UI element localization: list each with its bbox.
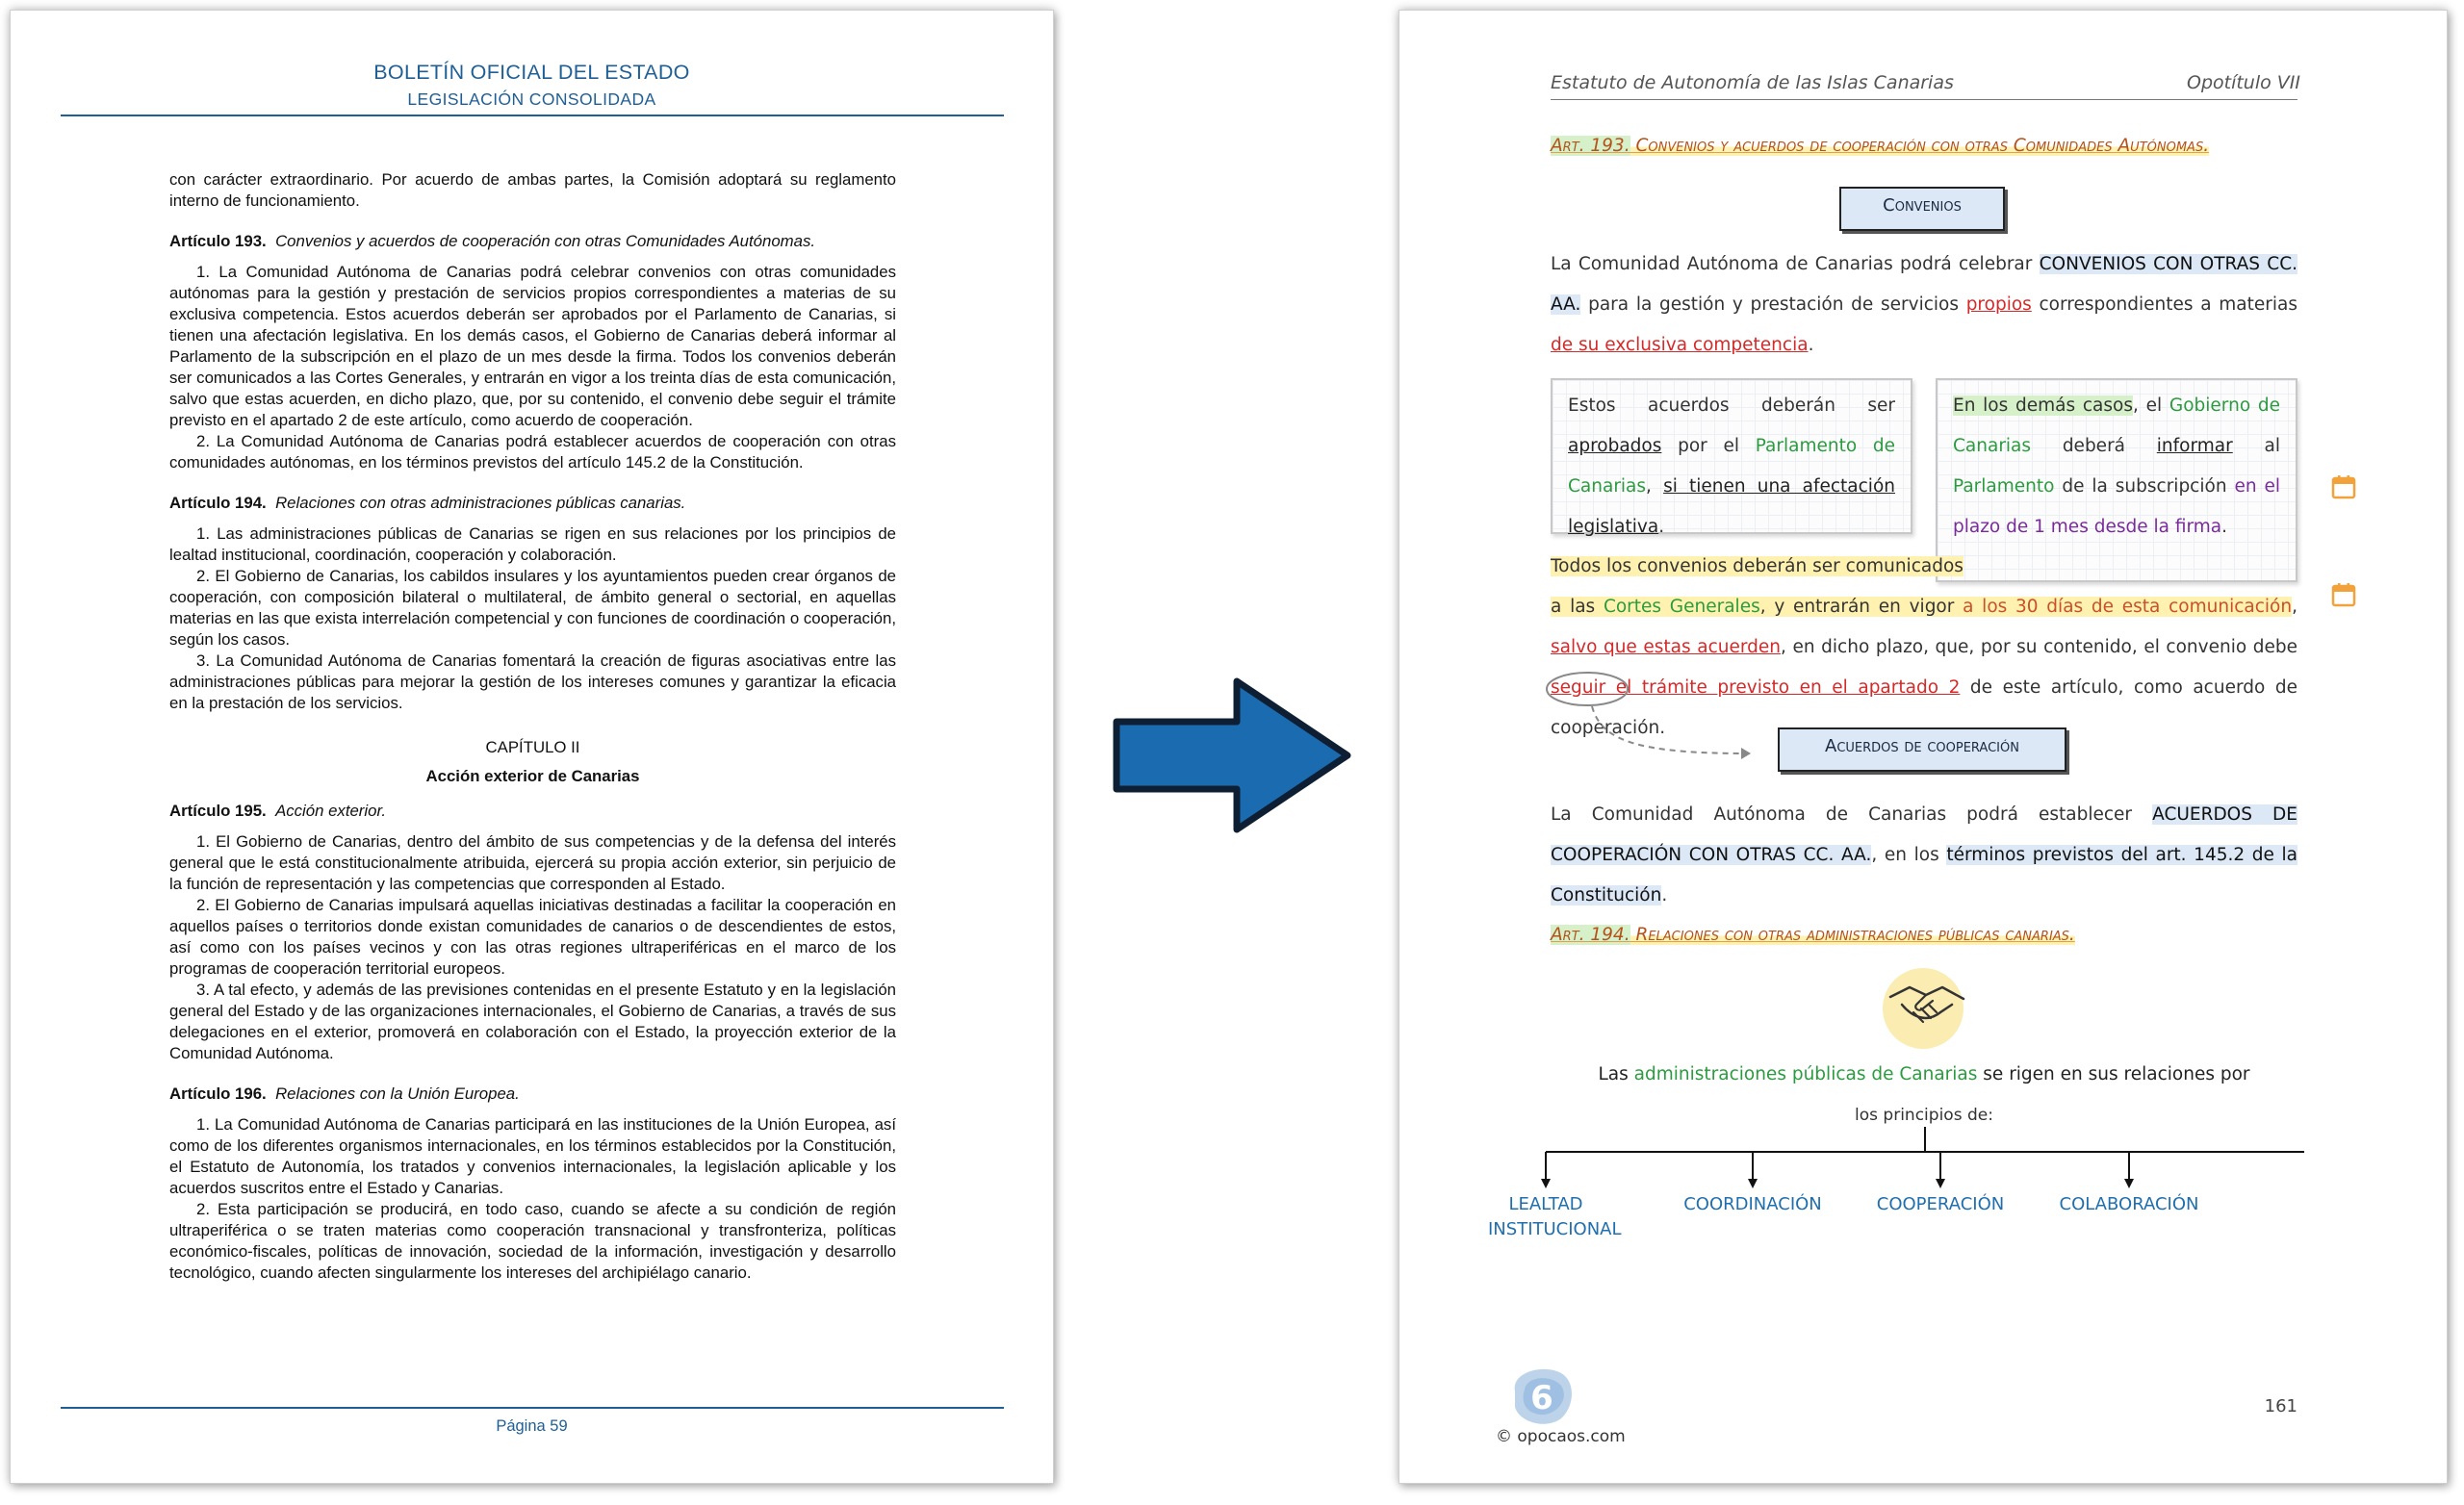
right-arrow-icon [1107,674,1357,837]
article-heading-196: Artículo 196. Relaciones con la Unión Europea. [169,1084,520,1103]
boe-page [10,10,1054,1484]
paragraph: 1. El Gobierno de Canarias, dentro del ámbito de sus competencias y de la defensa del interés general que le está constitucionalmente atribuida, ejercerá su propia acción exterior, sin perjuicio de la función de representación y las competencias que corresponden al Estado. [169,832,896,893]
convenios-paragraph: La Comunidad Autónoma de Canarias podrá celebrar CONVENIOS CON OTRAS CC. AA. para la gestión y prestación de servicios propios correspondientes a materias de su exclusiva competencia. [1551,254,2298,355]
article-heading-195: Artículo 195. Acción exterior. [169,802,387,820]
relaciones-paragraph: Las administraciones públicas de Canarias se rigen en sus relaciones por los principios de: [1598,1064,2250,1125]
article-heading-193: Artículo 193. Convenios y acuerdos de cooperación con otras Comunidades Autónomas. [169,232,816,250]
boe-footer-rule [61,1407,1004,1409]
art-193-title: Art. 193. Convenios y acuerdos de cooperación con otras Comunidades Autónomas. [1551,136,2210,156]
boe-footer-page: Página 59 [496,1417,568,1435]
handshake-icon [1873,958,1979,1055]
paragraph: con carácter extraordinario. Por acuerdo de ambas partes, la Comisión adoptará su reglamento interno de funcionamiento. [169,170,896,210]
calendar-icon [2331,582,2356,607]
running-header-left: Estatuto de Autonomía de las Islas Canarias [1551,72,1954,93]
note-box-demas-casos: En los demás casos, el Gobierno de Canarias deberá informar al Parlamento de la subscripción en el plazo de 1 mes desde la firma. [1936,378,2297,582]
paragraph: 3. La Comunidad Autónoma de Canarias fomentará la creación de figuras asociativas entre las administraciones públicas para mejorar la gestión de los intereses comunes y garantizar la eficacia en la prestación de los servicios. [169,651,896,712]
paragraph: 2. Esta participación se producirá, en todo caso, cuando se afecte a su condición de región ultraperiférica o se traten materias como cooperación transnacional y transfronteriza, políticas económico-fiscales, políticas de innovación, sociedad de la información, investigación y desarrollo tecnológico, cuando afecten singularmente los intereses del archipiélago canario. [169,1200,896,1282]
paragraph: 1. La Comunidad Autónoma de Canarias participará en las instituciones de la Unión Europea, así como de los diferentes organismos internacionales, en los términos establecidos por la Constitución, el Estatuto de Autonomía, los tratados y convenios internacionales, la legislación aplicable y los acuerdos suscritos entre el Estado y Canarias. [169,1115,896,1197]
paragraph: 2. El Gobierno de Canarias, los cabildos insulares y los ayuntamientos pueden crear órganos de cooperación, con composición bilateral o multilateral, de ámbito general o sectorial, en aquellas materias en las que exista interrelación competencial y con funciones de coordinación o cooperación, según los casos. [169,567,896,649]
page-number: 161 [2264,1396,2297,1416]
label-convenios: Convenios [1839,187,2005,231]
copyright-text: © opocaos.com [1496,1427,1626,1446]
chapter-title: Acción exterior de Canarias [425,767,640,785]
boe-body [169,169,896,1284]
paragraph: 1. Las administraciones públicas de Canarias se rigen en sus relaciones por los principios de lealtad institucional, coordinación, cooperación y colaboración. [169,524,896,564]
principle-cooperacion: COOPERACIÓN [1876,1194,2005,1214]
chapter-number: CAPÍTULO II [485,738,580,756]
notes-page [1399,10,2448,1484]
paragraph: 1. La Comunidad Autónoma de Canarias podrá celebrar convenios con otras comunidades autónomas para la gestión y prestación de servicios propios correspondientes a materias de su exclusiva competencia. Estos acuerdos deberán ser aprobados por el Parlamento de Canarias, si tienen una afectación legislativa. En los demás casos, el Gobierno de Canarias deberá informar al Parlamento de la subscripción en el plazo de un mes desde la firma. Todos los convenios deberán ser comunicados a las Cortes Generales, y entrarán en vigor a los treinta días de esta comunicación, salvo que estas acuerden, en dicho plazo, que, por su contenido, el convenio debe seguir el trámite previsto en el apartado 2 de este artículo, como acuerdo de cooperación. [169,263,896,429]
acuerdos-paragraph: La Comunidad Autónoma de Canarias podrá establecer ACUERDOS DE COOPERACIÓN CON OTRAS CC. AA., en los términos previstos del art. 145.2 de la Constitución. [1551,804,2297,906]
running-header-right: Opotítulo VII [2186,72,2300,93]
paragraph: 3. A tal efecto, y además de las previsiones contenidas en el presente Estatuto y en la legislación general del Estado y de las organizaciones internacionales, el Gobierno de Canarias, a través de sus delegaciones en el exterior, promoverá en colaboración con el Estado, la proyección exterior de la Comunidad Autónoma. [169,981,896,1062]
calendar-icon [2331,474,2356,499]
article-heading-194: Artículo 194. Relaciones con otras administraciones públicas canarias. [169,494,686,512]
principles-tree [1534,1127,2304,1194]
principle-coordinacion: COORDINACIÓN [1683,1194,1822,1214]
paragraph: 2. El Gobierno de Canarias impulsará aquellas iniciativas destinadas a facilitar la cooperación en aquellos países o territorios donde existan comunidades de canarios o de descendientes de estos, así como con los países vecinos y con las otras regiones ultraperiféricas en el marco de los programas de cooperación territorial europeos. [169,896,896,978]
label-acuerdos-cooperacion: Acuerdos de cooperación [1778,727,2066,772]
paragraph: 2. La Comunidad Autónoma de Canarias podrá establecer acuerdos de cooperación con otras comunidades autónomas, en los términos previstos del artículo 145.2 de la Constitución. [169,432,896,472]
todos-convenios-paragraph: Todos los convenios deberán ser comunicados a las Cortes Generales, y entrarán en vigor a los 30 días de esta comunicación, salvo que estas acuerden, en dicho plazo, que, por su contenido, el convenio debe seguir el trámite previsto en el apartado 2 de este artículo, como acuerdo de cooperación. [1551,556,2297,738]
opocaos-logo-icon [1503,1363,1580,1430]
boe-header-title: BOLETÍN OFICIAL DEL ESTADO [373,61,690,84]
boe-header-subtitle: LEGISLACIÓN CONSOLIDADA [407,89,656,109]
note-box-aprobados: Estos acuerdos deberán ser aprobados por el Parlamento de Canarias, si tienen una afectación legislativa. [1551,378,1912,534]
svg-text:6: 6 [1530,1379,1553,1417]
boe-header-rule [61,115,1004,116]
header-rule [1551,99,2297,100]
principle-lealtad: LEALTAD INSTITUCIONAL [1488,1194,1622,1239]
principle-colaboracion: COLABORACIÓN [2059,1194,2199,1214]
art-194-title: Art. 194. Relaciones con otras administraciones públicas canarias. [1551,925,2075,945]
